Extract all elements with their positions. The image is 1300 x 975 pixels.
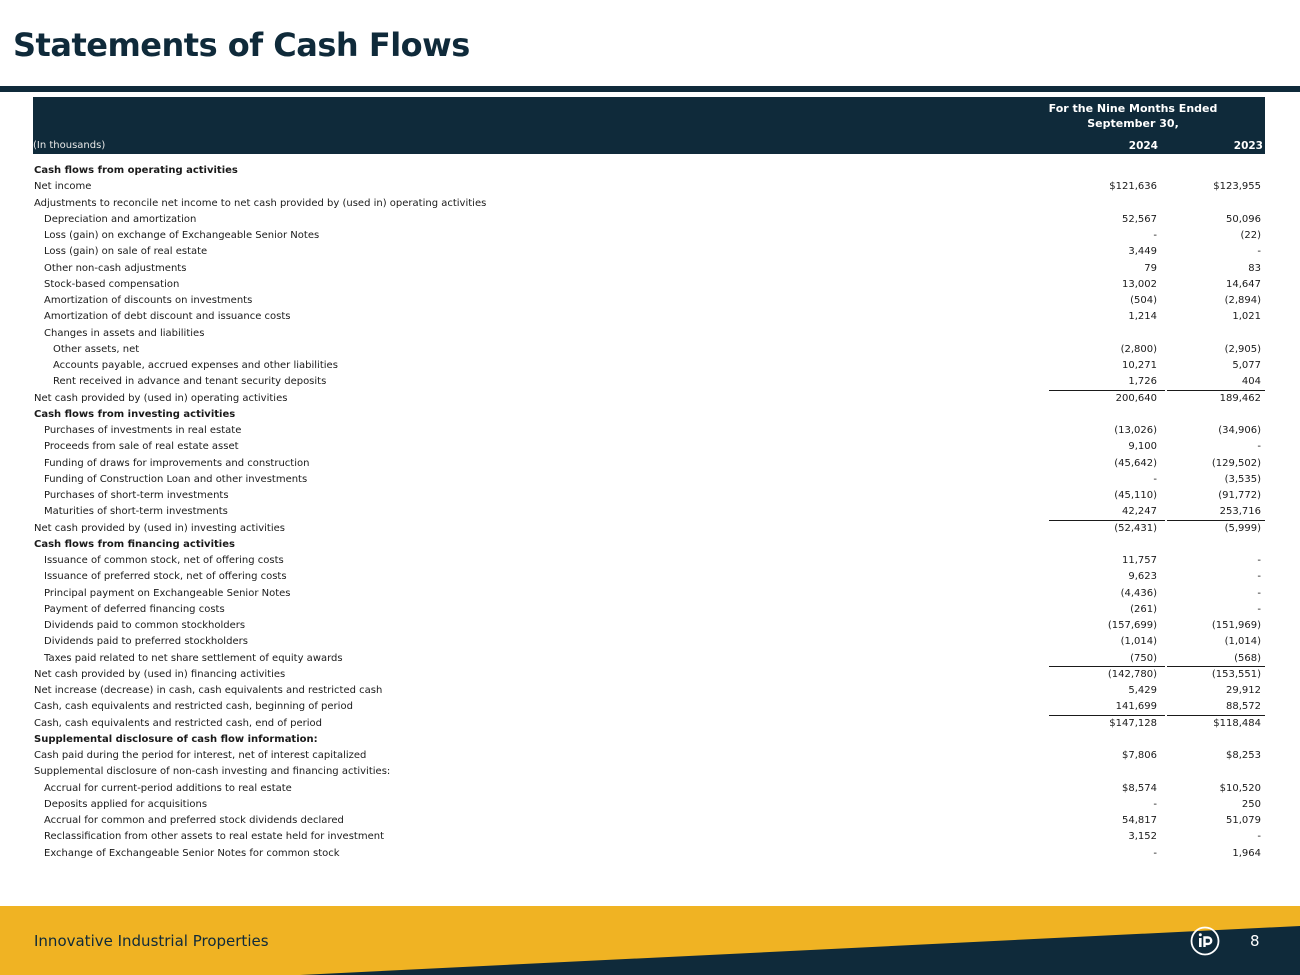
row-label: Supplemental disclosure of cash flow information:	[34, 733, 318, 745]
value-2024: 3,152	[1128, 831, 1157, 843]
row-label: Dividends paid to common stockholders	[44, 620, 246, 631]
year-2024-header: 2024	[1128, 140, 1158, 152]
value-2024: 1,726	[1128, 376, 1157, 388]
table-row	[33, 261, 1265, 277]
value-2023: (22)	[1240, 230, 1261, 241]
value-2024: (45,110)	[1114, 490, 1157, 501]
section-header-row	[33, 163, 1265, 179]
table-row	[33, 602, 1265, 618]
period-header-line-1: For the Nine Months Ended	[1048, 102, 1218, 115]
table-row	[33, 553, 1265, 569]
value-2024: 54,817	[1122, 815, 1157, 826]
value-2024: $121,636	[1109, 181, 1157, 193]
value-2024: $8,574	[1122, 782, 1157, 794]
value-2023: -	[1257, 571, 1261, 583]
row-label: Funding of draws for improvements and construction	[44, 457, 310, 469]
table-row	[33, 699, 1265, 715]
row-label: Net cash provided by (used in) investing activities	[34, 522, 285, 534]
table-row	[33, 618, 1265, 634]
table-row	[33, 716, 1265, 732]
row-label: Purchases of investments in real estate	[44, 425, 242, 436]
table-row	[33, 569, 1265, 585]
company-name: Innovative Industrial Properties	[34, 932, 269, 950]
row-label: Adjustments to reconcile net income to net cash provided by (used in) operating activities	[34, 197, 487, 209]
row-label: Taxes paid related to net share settlement of equity awards	[44, 652, 343, 664]
table-row	[33, 228, 1265, 244]
page-number: 8	[1250, 932, 1260, 950]
value-2023: 404	[1241, 376, 1261, 388]
table-row	[33, 423, 1265, 439]
row-label: Changes in assets and liabilities	[44, 327, 205, 339]
value-2023: (129,502)	[1211, 457, 1261, 469]
row-label: Cash, cash equivalents and restricted cash, end of period	[34, 717, 322, 729]
section-header-row	[33, 732, 1265, 748]
value-2024: -	[1153, 230, 1157, 241]
value-2024: 42,247	[1122, 506, 1157, 518]
table-row	[33, 781, 1265, 797]
unit-label: (In thousands)	[33, 140, 106, 151]
row-label: Cash flows from investing activities	[34, 408, 236, 420]
value-2024: (504)	[1130, 295, 1157, 306]
table-row	[33, 358, 1265, 374]
value-2023: (91,772)	[1218, 490, 1261, 501]
table-row	[33, 179, 1265, 195]
value-2023: $8,253	[1226, 750, 1261, 761]
page-title: Statements of Cash Flows	[13, 26, 470, 64]
row-label: Payment of deferred financing costs	[44, 603, 225, 615]
row-label: Other non-cash adjustments	[44, 262, 187, 274]
value-2023: 51,079	[1226, 815, 1261, 826]
row-label: Supplemental disclosure of non-cash investing and financing activities:	[34, 766, 391, 778]
row-label: Rent received in advance and tenant security deposits	[53, 376, 327, 388]
row-label: Accrual for common and preferred stock dividends declared	[44, 815, 344, 826]
value-2024: (261)	[1130, 603, 1157, 615]
row-label: Deposits applied for acquisitions	[44, 798, 208, 810]
value-2023: 29,912	[1226, 685, 1261, 696]
table-row	[33, 586, 1265, 602]
value-2023: 250	[1241, 798, 1261, 810]
table-row	[33, 813, 1265, 829]
table-row	[33, 196, 1265, 212]
value-2024: $147,128	[1109, 717, 1157, 729]
value-2023: 189,462	[1219, 392, 1261, 404]
value-2024: (2,800)	[1120, 343, 1157, 355]
value-2023: (1,014)	[1224, 636, 1261, 648]
row-label: Principal payment on Exchangeable Senior Notes	[44, 587, 291, 599]
row-label: Cash paid during the period for interest, net of interest capitalized	[34, 750, 367, 761]
value-2024: 200,640	[1115, 392, 1157, 404]
table-row	[33, 293, 1265, 309]
value-2023: (2,894)	[1224, 295, 1261, 306]
table-row	[33, 683, 1265, 699]
value-2024: -	[1153, 798, 1157, 810]
row-label: Cash flows from operating activities	[34, 165, 238, 176]
value-2023: (568)	[1234, 652, 1261, 664]
row-label: Exchange of Exchangeable Senior Notes for common stock	[44, 847, 340, 859]
value-2024: (45,642)	[1114, 457, 1157, 469]
row-label: Reclassification from other assets to real estate held for investment	[44, 831, 384, 843]
title-divider	[0, 86, 1300, 92]
section-header-row	[33, 407, 1265, 423]
value-2024: $7,806	[1122, 750, 1157, 761]
table-row	[33, 846, 1265, 862]
row-label: Purchases of short-term investments	[44, 490, 229, 501]
row-label: Dividends paid to preferred stockholders	[44, 636, 248, 648]
row-label: Other assets, net	[53, 343, 140, 355]
value-2024: 141,699	[1115, 701, 1157, 713]
value-2024: (142,780)	[1107, 668, 1157, 680]
value-2023: 14,647	[1226, 278, 1261, 290]
value-2023: -	[1257, 831, 1261, 843]
row-label: Amortization of discounts on investments	[44, 295, 253, 306]
table-row	[33, 504, 1265, 520]
cash-flow-table	[33, 163, 1265, 862]
value-2024: 13,002	[1122, 278, 1157, 290]
value-2024: 9,623	[1128, 571, 1157, 583]
value-2023: 83	[1248, 262, 1261, 274]
value-2023: (2,905)	[1224, 343, 1261, 355]
row-label: Accrual for current-period additions to real estate	[44, 782, 292, 794]
value-2023: $118,484	[1213, 717, 1261, 729]
value-2023: 50,096	[1226, 213, 1261, 225]
row-label: Proceeds from sale of real estate asset	[44, 441, 239, 453]
table-row	[33, 326, 1265, 342]
row-label: Accounts payable, accrued expenses and other liabilities	[53, 360, 338, 371]
iip-logo-icon	[1190, 926, 1220, 956]
value-2023: -	[1257, 246, 1261, 258]
table-row	[33, 391, 1265, 407]
value-2023: 5,077	[1232, 360, 1261, 371]
value-2023: -	[1257, 587, 1261, 599]
value-2023: 253,716	[1219, 506, 1261, 518]
value-2024: (13,026)	[1114, 425, 1157, 436]
value-2023: (151,969)	[1211, 620, 1261, 631]
table-row	[33, 634, 1265, 650]
row-label: Maturities of short-term investments	[44, 506, 228, 518]
value-2023: 88,572	[1226, 701, 1261, 713]
value-2024: 10,271	[1122, 360, 1157, 371]
table-row	[33, 212, 1265, 228]
period-header-line-2: September 30,	[1087, 117, 1179, 130]
row-label: Net income	[34, 181, 92, 193]
value-2023: $10,520	[1219, 782, 1261, 794]
table-row	[33, 829, 1265, 845]
table-row	[33, 374, 1265, 390]
value-2023: -	[1257, 555, 1261, 566]
value-2023: (153,551)	[1211, 668, 1261, 680]
table-row	[33, 244, 1265, 260]
row-label: Amortization of debt discount and issuance costs	[44, 311, 291, 323]
row-label: Depreciation and amortization	[44, 213, 197, 225]
value-2024: (750)	[1130, 652, 1157, 664]
value-2024: 3,449	[1128, 246, 1157, 258]
table-row	[33, 764, 1265, 780]
value-2023: 1,021	[1232, 311, 1261, 323]
table-row	[33, 342, 1265, 358]
value-2024: 11,757	[1122, 555, 1157, 566]
row-label: Net cash provided by (used in) financing activities	[34, 668, 286, 680]
value-2023: $123,955	[1213, 181, 1261, 193]
row-label: Stock-based compensation	[44, 278, 180, 290]
table-row	[33, 472, 1265, 488]
row-label: Loss (gain) on sale of real estate	[44, 246, 208, 258]
period-header	[1023, 101, 1243, 131]
table-row	[33, 488, 1265, 504]
value-2023: (5,999)	[1224, 522, 1261, 534]
year-2023-header: 2023	[1233, 140, 1263, 152]
row-label: Net increase (decrease) in cash, cash equivalents and restricted cash	[34, 685, 383, 696]
value-2024: (1,014)	[1120, 636, 1157, 648]
section-header-row	[33, 537, 1265, 553]
value-2024: (157,699)	[1107, 620, 1157, 631]
value-2024: 5,429	[1128, 685, 1157, 696]
row-label: Cash, cash equivalents and restricted cash, beginning of period	[34, 701, 353, 713]
table-row	[33, 521, 1265, 537]
table-row	[33, 277, 1265, 293]
table-header	[33, 97, 1265, 154]
value-2024: -	[1153, 473, 1157, 485]
value-2023: 1,964	[1232, 847, 1261, 859]
table-row	[33, 748, 1265, 764]
value-2024: 9,100	[1128, 441, 1157, 453]
value-2023: -	[1257, 603, 1261, 615]
table-row	[33, 667, 1265, 683]
value-2024: 52,567	[1122, 213, 1157, 225]
value-2023: (34,906)	[1218, 425, 1261, 436]
value-2023: -	[1257, 441, 1261, 453]
value-2024: 79	[1144, 262, 1157, 274]
value-2024: -	[1153, 847, 1157, 859]
row-label: Issuance of common stock, net of offering costs	[44, 555, 284, 566]
value-2024: (4,436)	[1120, 587, 1157, 599]
table-row	[33, 309, 1265, 325]
row-label: Loss (gain) on exchange of Exchangeable Senior Notes	[44, 230, 320, 241]
table-row	[33, 651, 1265, 667]
table-row	[33, 456, 1265, 472]
value-2024: (52,431)	[1114, 522, 1157, 534]
table-row	[33, 797, 1265, 813]
table-row	[33, 439, 1265, 455]
row-label: Funding of Construction Loan and other investments	[44, 473, 308, 485]
row-label: Net cash provided by (used in) operating activities	[34, 392, 288, 404]
row-label: Issuance of preferred stock, net of offering costs	[44, 571, 287, 583]
value-2023: (3,535)	[1224, 473, 1261, 485]
row-label: Cash flows from financing activities	[34, 538, 235, 550]
value-2024: 1,214	[1128, 311, 1157, 323]
